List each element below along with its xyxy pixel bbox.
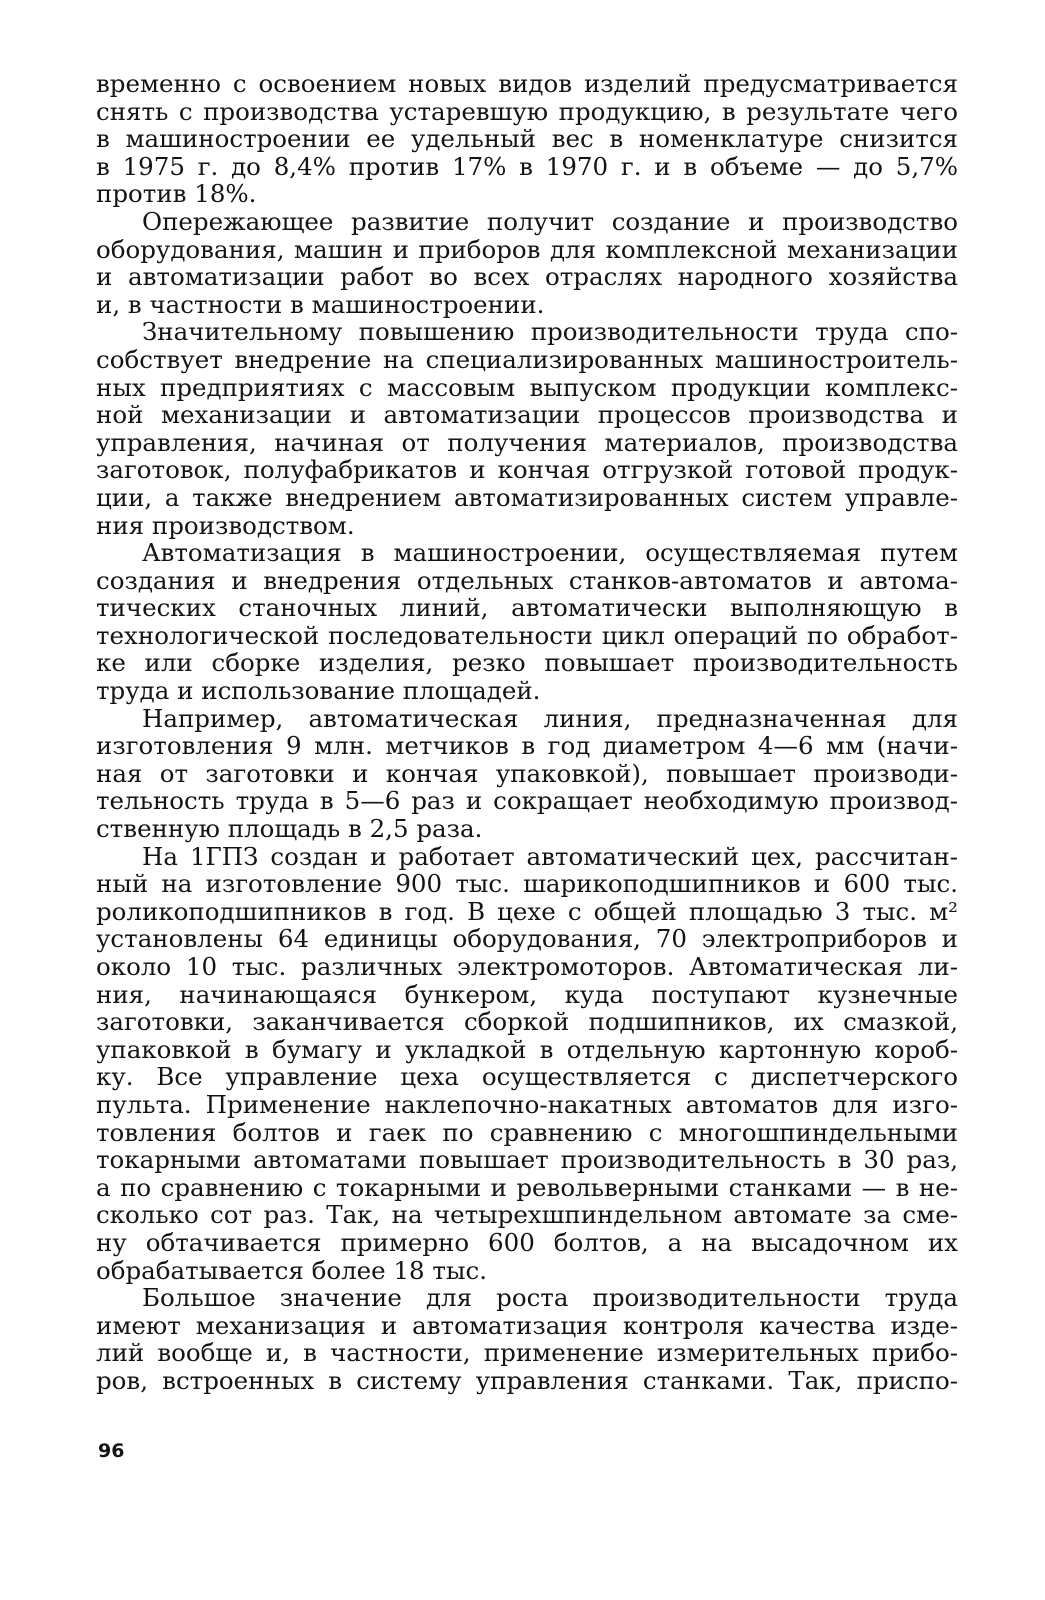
text-line: заготовки, заканчивается сборкой подшипников, их смазкой, [96, 1007, 958, 1037]
text-line: ку. Все управление цеха осуществляется с диспетчерского [96, 1062, 958, 1092]
text-line: обрабатывается более 18 тыс. [96, 1255, 487, 1285]
paragraph [96, 539, 958, 705]
text-line: против 18%. [96, 179, 257, 209]
text-line: технологической последовательности цикл операций по обработ- [96, 620, 958, 650]
text-line: упаковкой в бумагу и укладкой в отдельную картонную короб- [96, 1034, 958, 1064]
text-line: Например, автоматическая линия, предназначенная для [142, 703, 958, 733]
text-line: в машиностроении ее удельный вес в номенклатуре снизится [96, 124, 958, 154]
text-line: труда и использование площадей. [96, 676, 541, 706]
text-line: ная от заготовки и кончая упаковкой), повышает производи- [96, 758, 958, 788]
text-line: в 1975 г. до 8,4% против 17% в 1970 г. и в объеме — до 5,7% [96, 151, 958, 181]
text-line: оборудования, машин и приборов для комплексной механизации [96, 234, 958, 264]
text-line: ции, а также внедрением автоматизированных систем управле- [96, 482, 958, 512]
text-line: сколько сот раз. Так, на четырехшпиндельном автомате за сме- [96, 1200, 958, 1230]
text-line: Автоматизация в машиностроении, осуществляемая путем [142, 538, 958, 568]
text-line: ния производством. [96, 510, 355, 540]
text-line: ния, начинающаяся бункером, куда поступают кузнечные [96, 979, 958, 1009]
text-line: около 10 тыс. различных электромоторов. Автоматическая ли- [96, 952, 958, 981]
text-line: пульта. Применение наклепочно-накатных автоматов для изго- [96, 1089, 958, 1119]
text-line: заготовок, полуфабрикатов и кончая отгрузкой готовой продук- [96, 455, 958, 485]
text-line: токарными автоматами повышает производительность в 30 раз, [96, 1145, 958, 1175]
text-line: лий вообще и, в частности, применение измерительных прибо- [96, 1338, 958, 1368]
text-line: Опережающее развитие получит создание и производство [142, 206, 958, 236]
paragraph [96, 318, 958, 539]
paragraph [96, 705, 958, 843]
page-body [96, 70, 958, 1395]
text-line: установлены 64 единицы оборудования, 70 электроприборов и [96, 924, 958, 954]
text-line: ный на изготовление 900 тыс. шарикоподшипников и 600 тыс. [96, 869, 958, 899]
text-line: роликоподшипников в год. В цехе с общей площадью 3 тыс. м² [96, 896, 958, 926]
text-line: создания и внедрения отдельных станков-автоматов и автома- [96, 565, 958, 595]
paragraph [96, 208, 958, 318]
text-line: а по сравнению с токарными и револьверными станками — в не- [96, 1172, 958, 1202]
text-line: изготовления 9 млн. метчиков в год диаметром 4—6 мм (начи- [96, 731, 958, 761]
text-line: управления, начиная от получения материалов, производства [96, 427, 958, 457]
text-line: Значительному повышению производительности труда спо- [142, 317, 958, 347]
text-line: собствует внедрение на специализированных машиностроитель- [96, 344, 958, 374]
text-line: На 1ГПЗ создан и работает автоматический цех, рассчитан- [142, 841, 958, 871]
text-line: тических станочных линий, автоматически выполняющую в [96, 593, 958, 623]
text-line: ной механизации и автоматизации процессов производства и [96, 400, 958, 430]
text-line: ных предприятиях с массовым выпуском продукции комплекс- [96, 372, 958, 402]
text-line: ке или сборке изделия, резко повышает производительность [96, 648, 958, 678]
text-line: снять с производства устаревшую продукцию, в результате чего [96, 96, 958, 126]
text-line: товления болтов и гаек по сравнению с многошпиндельными [96, 1117, 958, 1147]
text-line: ну обтачивается примерно 600 болтов, а на высадочном их [96, 1227, 958, 1257]
text-line: тельность труда в 5—6 раз и сокращает необходимую производ- [96, 786, 958, 816]
paragraph [96, 70, 958, 208]
page-number: 96 [98, 1440, 125, 1462]
paragraph [96, 1284, 958, 1394]
text-line: имеют механизация и автоматизация контроля качества изде- [96, 1310, 958, 1340]
paragraph [96, 843, 958, 1285]
text-line: и автоматизации работ во всех отраслях народного хозяйства [96, 262, 958, 292]
text-line: Большое значение для роста производительности труда [142, 1283, 958, 1313]
text-line: ственную площадь в 2,5 раза. [96, 814, 483, 844]
text-line: и, в частности в машиностроении. [96, 289, 545, 319]
text-line: временно с освоением новых видов изделий предусматривается [96, 69, 958, 98]
text-line: ров, встроенных в систему управления станками. Так, приспо- [96, 1365, 958, 1395]
